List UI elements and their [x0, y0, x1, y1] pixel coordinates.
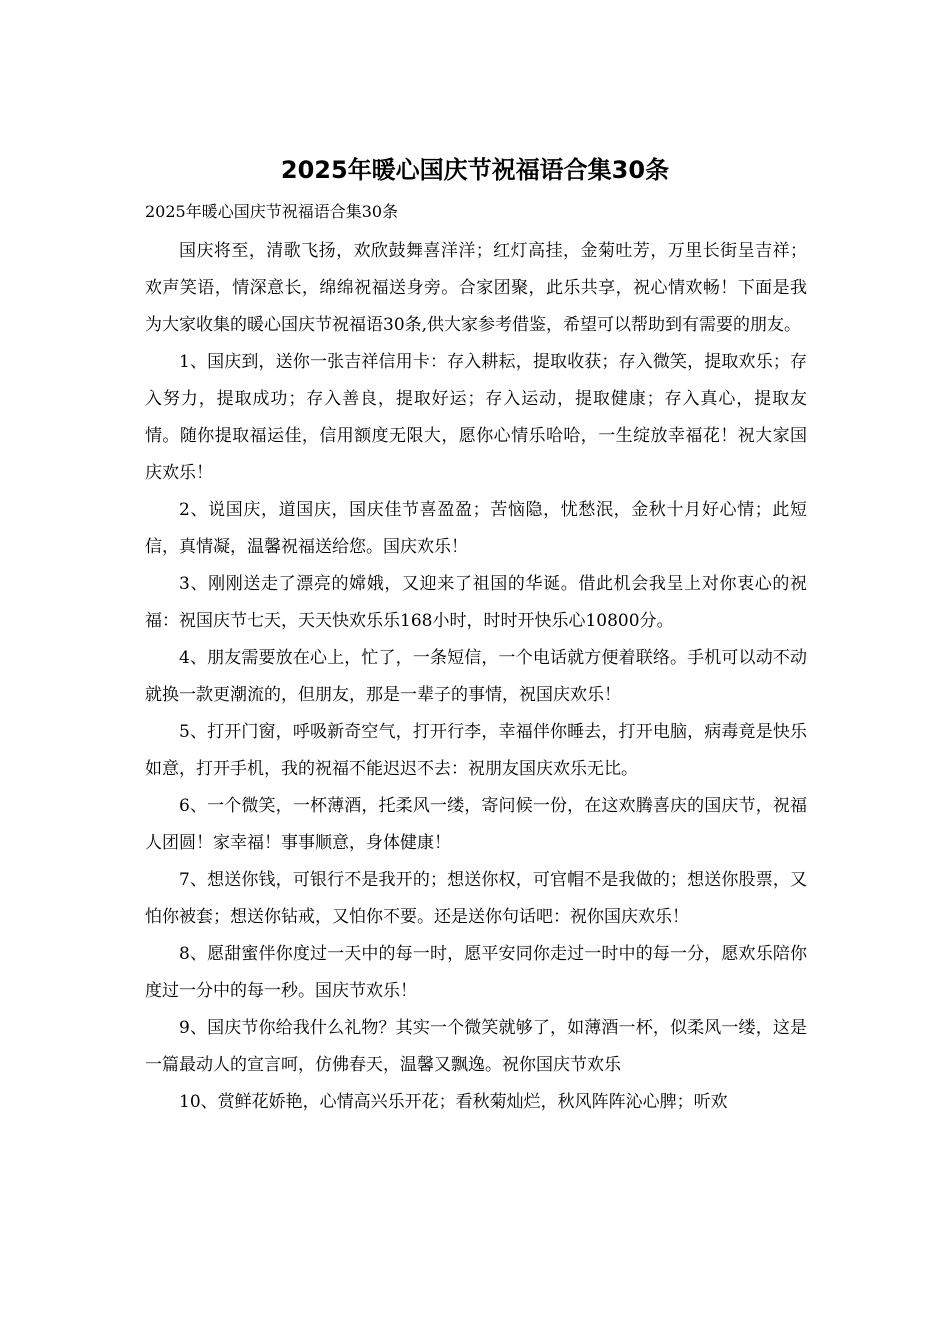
- greeting-item-9: 9、国庆节你给我什么礼物？其实一个微笑就够了，如薄酒一杯，似柔风一缕，这是一篇最动人的宣言呵，仿佛春天，温馨又飘逸。祝你国庆节欢乐: [145, 1018, 807, 1075]
- greeting-item-4: 4、朋友需要放在心上，忙了，一条短信，一个电话就方便着联络。手机可以动不动就换一款更潮流的，但朋友，那是一辈子的事情，祝国庆欢乐！: [145, 648, 807, 705]
- greeting-item-7: 7、想送你钱，可银行不是我开的；想送你权，可官帽不是我做的；想送你股票，又怕你被套；想送你钻戒，又怕你不要。还是送你句话吧：祝你国庆欢乐！: [145, 870, 807, 927]
- intro-paragraph: 国庆将至，清歌飞扬，欢欣鼓舞喜洋洋；红灯高挂，金菊吐芳，万里长街呈吉祥；欢声笑语，情深意长，绵绵祝福送身旁。合家团聚，此乐共享，祝心情欢畅！下面是我为大家收集的暖心国庆节祝福语30条,供大家参考借鉴，希望可以帮助到有需要的朋友。: [145, 241, 807, 335]
- document-body: [145, 233, 807, 1121]
- document-title: 2025年暖心国庆节祝福语合集30条: [280, 156, 670, 184]
- greeting-item-2: 2、说国庆，道国庆，国庆佳节喜盈盈；苦恼隐，忧愁泯，金秋十月好心情；此短信，真情凝，温馨祝福送给您。国庆欢乐！: [145, 500, 807, 557]
- document-subtitle: 2025年暖心国庆节祝福语合集30条: [145, 202, 399, 221]
- greeting-item-5: 5、打开门窗，呼吸新奇空气，打开行李，幸福伴你睡去，打开电脑，病毒竟是快乐如意，打开手机，我的祝福不能迟迟不去：祝朋友国庆欢乐无比。: [145, 722, 807, 779]
- greeting-item-8: 8、愿甜蜜伴你度过一天中的每一时，愿平安同你走过一时中的每一分，愿欢乐陪你度过一分中的每一秒。国庆节欢乐！: [145, 944, 807, 1001]
- greeting-item-3: 3、刚刚送走了漂亮的嫦娥，又迎来了祖国的华诞。借此机会我呈上对你衷心的祝福：祝国庆节七天，天天快欢乐乐168小时，时时开快乐心10800分。: [145, 574, 807, 631]
- greeting-item-6: 6、一个微笑，一杯薄酒，托柔风一缕，寄问候一份，在这欢腾喜庆的国庆节，祝福人团圆！家幸福！事事顺意，身体健康！: [145, 796, 807, 853]
- greeting-item-1: 1、国庆到，送你一张吉祥信用卡：存入耕耘，提取收获；存入微笑，提取欢乐；存入努力，提取成功；存入善良，提取好运；存入运动，提取健康；存入真心，提取友情。随你提取福运佳，信用额度无限大，愿你心情乐哈哈，一生绽放幸福花！祝大家国庆欢乐！: [145, 352, 807, 483]
- greeting-item-10: 10、赏鲜花娇艳，心情高兴乐开花；看秋菊灿烂，秋风阵阵沁心脾；听欢: [179, 1092, 728, 1112]
